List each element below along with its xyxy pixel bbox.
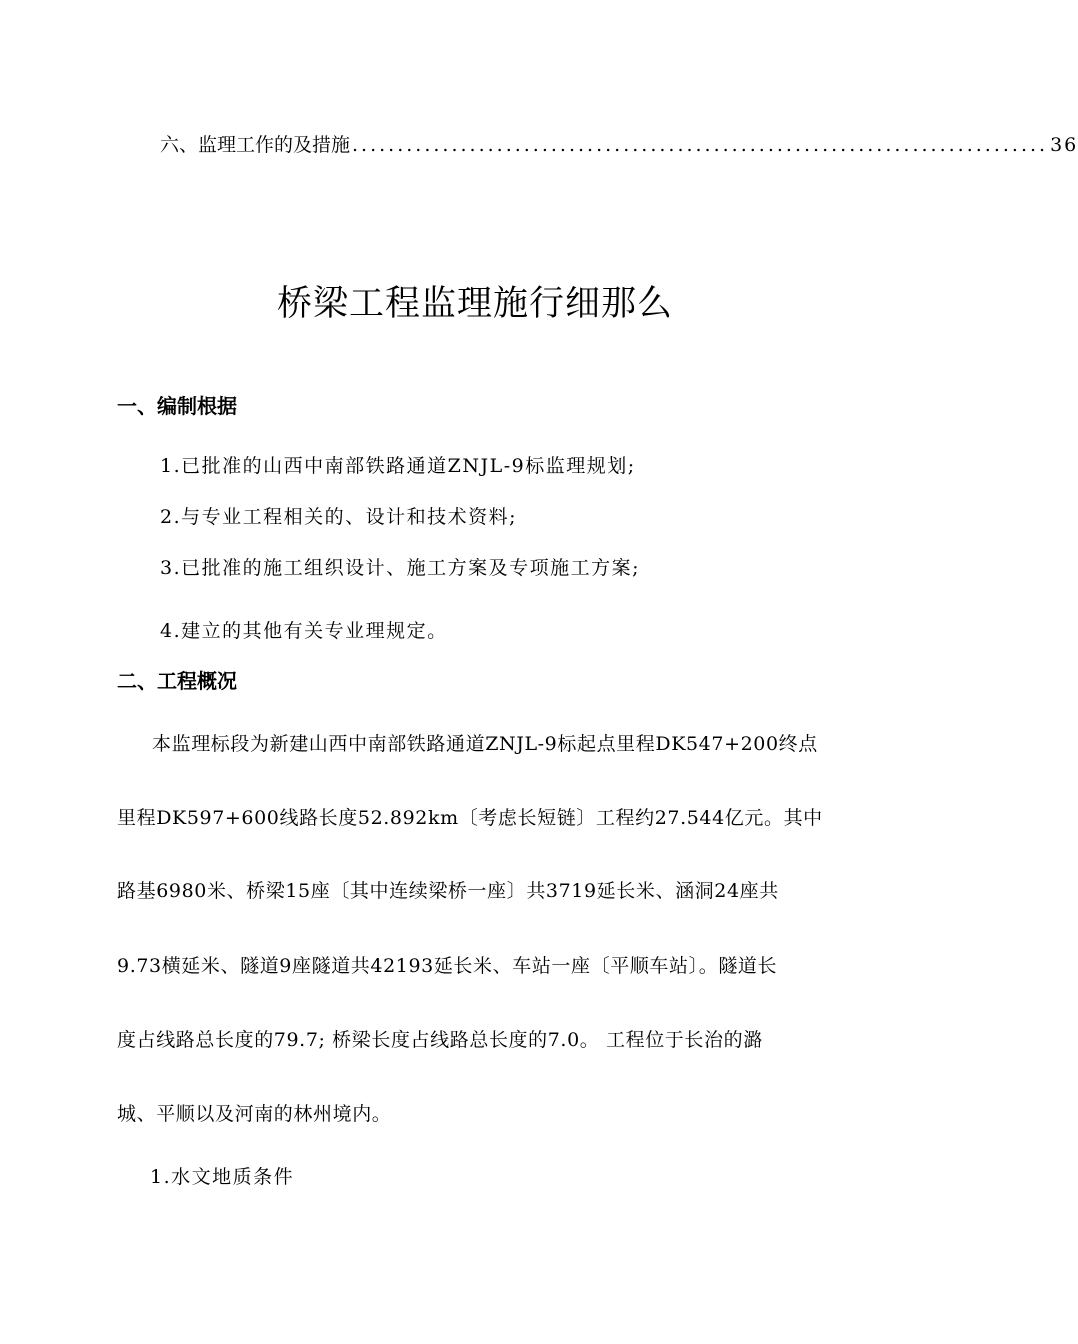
overview-paragraph-line: 度占线路总长度的79.7; 桥梁长度占线路总长度的7.0。 工程位于长治的潞 bbox=[117, 1029, 763, 1051]
overview-paragraph-line: 本监理标段为新建山西中南部铁路通道ZNJL-9标起点里程DK547+200终点 bbox=[152, 733, 818, 755]
overview-paragraph-line: 9.73横延米、隧道9座隧道共42193延长米、车站一座〔平顺车站〕。隧道长 bbox=[117, 955, 778, 977]
toc-entry[interactable] bbox=[160, 130, 1078, 157]
basis-item-4: 4.建立的其他有关专业理规定。 bbox=[160, 620, 448, 642]
basis-item-2: 2.与专业工程相关的、设计和技术资料; bbox=[160, 506, 518, 528]
toc-page-number: 36 bbox=[1050, 134, 1078, 156]
overview-paragraph-line: 城、平顺以及河南的林州境内。 bbox=[117, 1103, 392, 1125]
overview-paragraph-line: 路基6980米、桥梁15座〔其中连续梁桥一座〕共3719延长米、涵洞24座共 bbox=[117, 880, 779, 902]
section-heading-basis: 一、编制根据 bbox=[117, 394, 237, 418]
section-heading-overview: 二、工程概况 bbox=[117, 669, 237, 693]
basis-item-1: 1.已批准的山西中南部铁路通道ZNJL-9标监理规划; bbox=[160, 455, 636, 477]
basis-item-3: 3.已批准的施工组织设计、施工方案及专项施工方案; bbox=[160, 557, 641, 579]
document-title: 桥梁工程监理施行细那么 bbox=[276, 284, 673, 324]
overview-paragraph-line: 里程DK597+600线路长度52.892km〔考虑长短链〕工程约27.544亿元。其中 bbox=[117, 807, 823, 829]
toc-entry-label: 六、监理工作的及措施 bbox=[160, 134, 351, 156]
subheading-hydrogeology: 1.水文地质条件 bbox=[150, 1166, 295, 1188]
toc-leader-dots: ............................................................................. bbox=[352, 134, 1049, 156]
